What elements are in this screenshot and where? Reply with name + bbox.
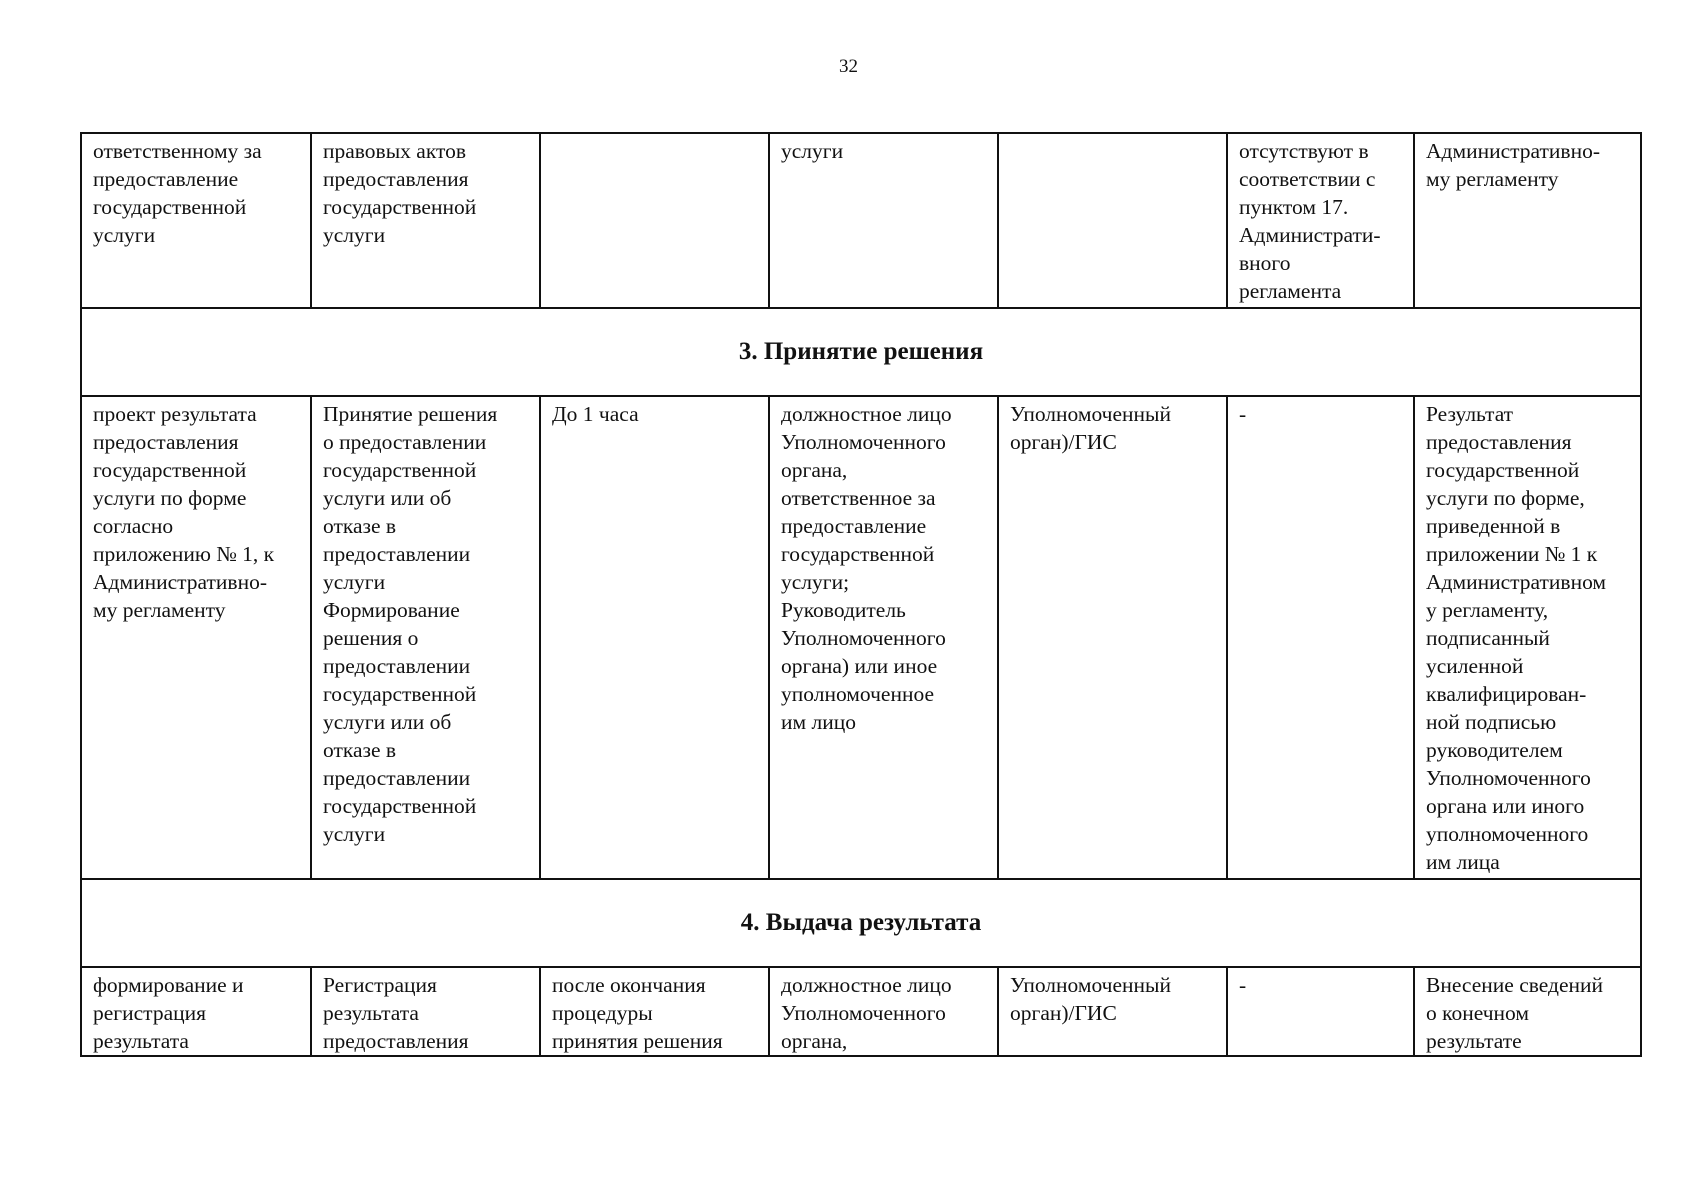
- table-cell: ответственному за предоставление государственной услуги: [81, 133, 311, 308]
- table-cell: должностное лицо Уполномоченного органа, ответственное за предоставление государственной услуги; Руководитель Уполномоченного органа) или иное уполномоченное им лицо: [769, 396, 998, 879]
- table-cell: Уполномоченный орган)/ГИС: [998, 396, 1227, 879]
- table-cell: [540, 133, 769, 308]
- table-cell: услуги: [769, 133, 998, 308]
- table-cell: проект результата предоставления государственной услуги по форме согласно приложению № 1, к Административно- му регламенту: [81, 396, 311, 879]
- section-header-row: [81, 879, 1641, 967]
- table-cell: До 1 часа: [540, 396, 769, 879]
- table-row: [81, 967, 1641, 1056]
- table-cell: Результат предоставления государственной услуги по форме, приведенной в приложении № 1 к Административном у регламенту, подписанный усиленной квалифицирован- ной подписью руководителем Уполномоченного органа или иного уполномоченного им лица: [1414, 396, 1641, 879]
- table-cell: должностное лицо Уполномоченного органа,: [769, 967, 998, 1056]
- procedure-table: [80, 132, 1642, 1057]
- table-cell: после окончания процедуры принятия решения: [540, 967, 769, 1056]
- table-cell: Внесение сведений о конечном результате: [1414, 967, 1641, 1056]
- table-cell: Уполномоченный орган)/ГИС: [998, 967, 1227, 1056]
- section-header-row: [81, 308, 1641, 396]
- table-row: [81, 133, 1641, 308]
- section-title: 3. Принятие решения: [81, 308, 1641, 396]
- table-cell: -: [1227, 967, 1414, 1056]
- table-cell: правовых актов предоставления государственной услуги: [311, 133, 540, 308]
- table-cell: отсутствуют в соответствии с пунктом 17. Администрати- вного регламента: [1227, 133, 1414, 308]
- table-cell: Принятие решения о предоставлении государственной услуги или об отказе в предоставлении услуги Формирование решения о предоставлении государственной услуги или об отказе в предоставлении государственной услуги: [311, 396, 540, 879]
- table-cell: Регистрация результата предоставления: [311, 967, 540, 1056]
- table-cell: [998, 133, 1227, 308]
- table-cell: формирование и регистрация результата: [81, 967, 311, 1056]
- section-title: 4. Выдача результата: [81, 879, 1641, 967]
- table-cell: Административно- му регламенту: [1414, 133, 1641, 308]
- page-number: 32: [839, 56, 858, 77]
- table-row: [81, 396, 1641, 879]
- table-cell: -: [1227, 396, 1414, 879]
